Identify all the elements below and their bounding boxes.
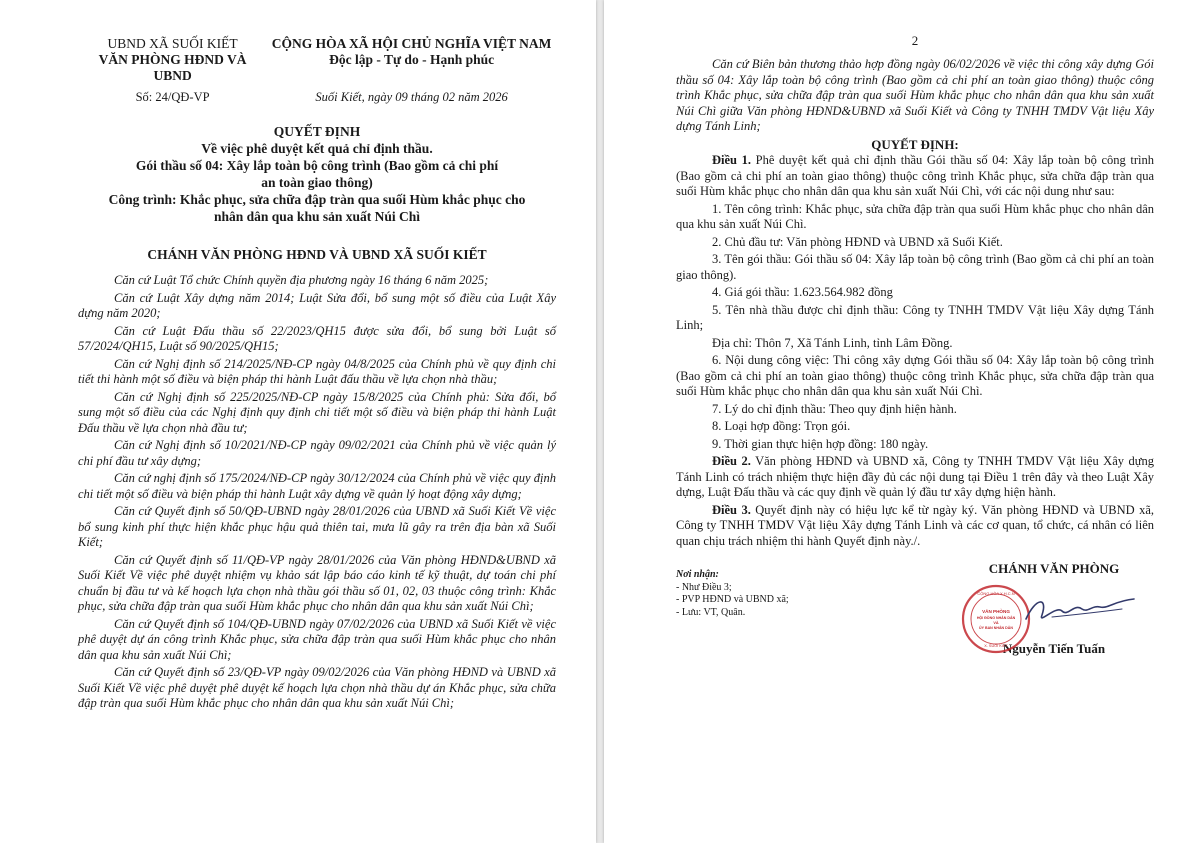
document-page-2 [604, 0, 1200, 843]
article-1-label: Điều 1. [712, 153, 752, 167]
article-2-text: Văn phòng HĐND và UBND xã, Công ty TNHH TMDV Vật liệu Xây dựng Tánh Linh có trách nhiệm thực hiện đầy đủ các nội dung tại Điều 1 trên đây và theo Luật Xây dựng, Luật Đấu thầu và các quy định về quản lý đầu tư xây dựng hiện hành. [676, 454, 1154, 499]
recipient: - Lưu: VT, Quân. [676, 606, 746, 618]
legal-basis: Căn cứ Luật Tổ chức Chính quyền địa phương ngày 16 tháng 6 năm 2025; [114, 273, 489, 287]
national-motto: Độc lập - Tự do - Hạnh phúc [329, 52, 495, 67]
title-package-cont: an toàn giao thông) [261, 175, 373, 190]
recipient: - PVP HĐND và UBND xã; [676, 594, 789, 605]
legal-basis: Căn cứ Biên bản thương thảo hợp đồng ngày 06/02/2026 về việc thi công xây dựng Gói thầu số 04: Xây lắp toàn bộ công trình (Bao gồm cả chi phí an toàn giao thông) thuộc công trình Khắc phục, sửa chữa đập tràn qua suối Hùm khắc phục cho nhân dân qua khu sản xuất Núi Chì giữa Văn phòng HĐND&UBND xã Suối Kiết và Công ty TNHH TMDV Vật liệu Xây dựng Tánh Linh; [676, 57, 1154, 133]
article-1-text: Phê duyệt kết quả chỉ định thầu Gói thầu số 04: Xây lắp toàn bộ công trình (Bao gồm cả chi phí an toàn giao thông) thuộc công trình Khắc phục, sửa chữa đập tràn qua suối Hùm khắc phục cho nhân dân qua khu sản xuất Núi Chì, với các nội dung như sau: [676, 153, 1155, 198]
legal-basis: Căn cứ Quyết định số 23/QĐ-VP ngày 09/02/2026 của Văn phòng HĐND và UBND xã Suối Kiết Về việc phê duyệt phê duyệt kế hoạch lựa chọn nhà thầu dự án Khắc phục, sửa chữa đập tràn qua suối Hùm khắc phục cho nhân dân qua khu sản xuất Núi Chì; [78, 665, 556, 710]
document-number-row [78, 90, 556, 105]
handwritten-signature-icon [1022, 591, 1142, 631]
article-item: 1. Tên công trình: Khắc phục, sửa chữa đập tràn qua suối Hùm khắc phục cho nhân dân qua khu sản xuất Núi Chì. [676, 201, 1154, 231]
document-page-1 [0, 0, 596, 843]
recipients-title: Nơi nhận: [676, 569, 719, 580]
article-item: 4. Giá gói thầu: 1.623.564.982 đồng [712, 285, 893, 299]
recipients [676, 569, 876, 657]
svg-text:CỘNG HÒA X.H.C.N: CỘNG HÒA X.H.C.N [977, 591, 1015, 596]
title-project: Công trình: Khắc phục, sửa chữa đập tràn qua suối Hùm khắc phục cho [108, 192, 526, 207]
svg-text:X. SUỐI KIẾT: X. SUỐI KIẾT [984, 644, 1008, 648]
issuing-authority: CHÁNH VĂN PHÒNG HĐND VÀ UBND XÃ SUỐI KIẾT [147, 247, 487, 262]
article-item: 9. Thời gian thực hiện hợp đồng: 180 ngày. [712, 436, 929, 451]
title-project-cont: nhân dân qua khu sản xuất Núi Chì [214, 209, 420, 224]
article-2 [676, 454, 1154, 501]
legal-basis: Căn cứ Nghị định số 214/2025/NĐ-CP ngày 04/8/2025 của Chính phủ về quy định chi tiết thi hành một số điều và biện pháp thi hành Luật đấu thầu về lựa chọn nhà thầu; [78, 356, 556, 386]
decision-body [676, 57, 1154, 549]
article-2-label: Điều 2. [712, 454, 751, 468]
issuing-agency-parent: UBND XÃ SUỐI KIẾT [107, 36, 238, 51]
signature-block [954, 561, 1154, 657]
legal-basis: Căn cứ Quyết định số 104/QĐ-UBND ngày 07/02/2026 của UBND xã Suối Kiết về việc phê duyệt dự án công trình Khắc phục, sửa chữa đập tràn qua suối Hùm khắc phục cho nhân dân qua khu sản xuất Núi Chì; [78, 616, 556, 662]
legal-basis: Căn cứ Nghị định số 10/2021/NĐ-CP ngày 09/02/2021 của Chính phủ về việc quản lý chi phí đầu tư xây dựng; [78, 438, 556, 468]
title-decision: QUYẾT ĐỊNH [273, 124, 361, 139]
decision-heading: QUYẾT ĐỊNH: [871, 136, 959, 152]
recipient: - Như Điều 3; [676, 581, 732, 593]
article-item: Địa chỉ: Thôn 7, Xã Tánh Linh, tỉnh Lâm Đồng. [712, 335, 953, 350]
svg-text:ỦY BAN NHÂN DÂN: ỦY BAN NHÂN DÂN [979, 626, 1013, 630]
document-number: Số: 24/QĐ-VP [135, 90, 210, 104]
article-3-text: Quyết định này có hiệu lực kể từ ngày ký. Văn phòng HĐND và UBND xã, Công ty TNHH TMDV Vật liệu Xây dựng Tánh Linh và các cơ quan, tổ chức, cá nhân có liên quan chịu trách nhiệm thi hành Quyết định này./. [676, 502, 1154, 548]
article-item: 3. Tên gói thầu: Gói thầu số 04: Xây lắp toàn bộ công trình (Bao gồm cả chi phí an toàn giao thông). [676, 252, 1154, 282]
article-item: 7. Lý do chỉ định thầu: Theo quy định hiện hành. [712, 401, 957, 416]
issuing-agency: VĂN PHÒNG HĐND VÀ UBND [98, 52, 247, 83]
signer-name: Nguyễn Tiến Tuấn [1002, 641, 1106, 656]
legal-basis: Căn cứ Quyết định số 50/QĐ-UBND ngày 28/01/2026 của UBND xã Suối Kiết Về việc bổ sung kinh phí thực hiện khắc phục hậu quả thiên tai, mưa lũ gây ra trên địa bàn xã Suối Kiết; [78, 504, 556, 549]
document-title [78, 123, 556, 225]
article-item: 8. Loại hợp đồng: Trọn gói. [712, 419, 851, 433]
legal-basis: Căn cứ Quyết định số 11/QĐ-VP ngày 28/01/2026 của Văn phòng HĐND&UBND xã Suối Kiết Về việc phê duyệt nhiệm vụ khảo sát lập báo cáo kinh tế kỹ thuật, dự toán chi phí chuẩn bị đầu tư và kế hoạch lựa chọn nhà thầu gói thầu số 01, 02, 03 thuộc công trình: Khắc phục, sửa chữa đập tràn qua suối Hùm khắc phục cho nhân dân qua khu sản xuất Núi Chì; [78, 552, 556, 613]
svg-text:VĂN PHÒNG: VĂN PHÒNG [982, 609, 1010, 614]
article-item: 5. Tên nhà thầu được chỉ định thầu: Công ty TNHH TMDV Vật liệu Xây dựng Tánh Linh; [676, 302, 1154, 332]
article-1 [676, 153, 1154, 200]
document-header [78, 36, 556, 84]
page-number: 2 [911, 33, 919, 48]
svg-text:HỘI ĐỒNG NHÂN DÂN: HỘI ĐỒNG NHÂN DÂN [976, 616, 1016, 620]
article-3-label: Điều 3. [712, 502, 751, 517]
document-date: Suối Kiết, ngày 09 tháng 02 năm 2026 [315, 90, 508, 104]
title-package: Gói thầu số 04: Xây lắp toàn bộ công trình (Bao gồm cả chi phí [135, 158, 499, 173]
signer-title: CHÁNH VĂN PHÒNG [988, 561, 1120, 576]
legal-basis: Căn cứ nghị định số 175/2024/NĐ-CP ngày 30/12/2024 của Chính phủ về việc quy định chi tiết một số điều và biện pháp thi hành Luật xây dựng về quản lý hoạt động xây dựng; [78, 471, 556, 501]
title-subject: Về việc phê duyệt kết quả chỉ định thầu. [201, 141, 433, 156]
national-title: CỘNG HÒA XÃ HỘI CHỦ NGHĨA VIỆT NAM [271, 36, 552, 51]
legal-basis: Căn cứ Nghị định số 225/2025/NĐ-CP ngày 15/8/2025 của Chính phủ: Sửa đổi, bổ sung một số điều của các Nghị định quy định chi tiết một số điều và biện pháp thi hành Luật Đấu thầu về lựa chọn nhà đầu tư; [78, 389, 556, 435]
legal-basis: Căn cứ Luật Đấu thầu số 22/2023/QH15 được sửa đổi, bổ sung bởi Luật số 57/2024/QH15, Luật số 90/2025/QH15; [78, 323, 556, 353]
article-item: 6. Nội dung công việc: Thi công xây dựng Gói thầu số 04: Xây lắp toàn bộ công trình (Bao gồm cả chi phí an toàn giao thông) thuộc công trình Khắc phục, sửa chữa đập tràn qua suối Hùm khắc phục cho nhân dân qua khu sản xuất Núi Chì. [676, 353, 1154, 398]
legal-bases [78, 273, 556, 712]
legal-basis: Căn cứ Luật Xây dựng năm 2014; Luật Sửa đổi, bổ sung một số điều của Luật Xây dựng năm 2020; [78, 290, 556, 320]
svg-text:VÀ: VÀ [993, 621, 999, 625]
document-footer [676, 561, 1154, 657]
article-3 [676, 503, 1154, 550]
article-item: 2. Chủ đầu tư: Văn phòng HĐND và UBND xã Suối Kiết. [712, 234, 1003, 249]
